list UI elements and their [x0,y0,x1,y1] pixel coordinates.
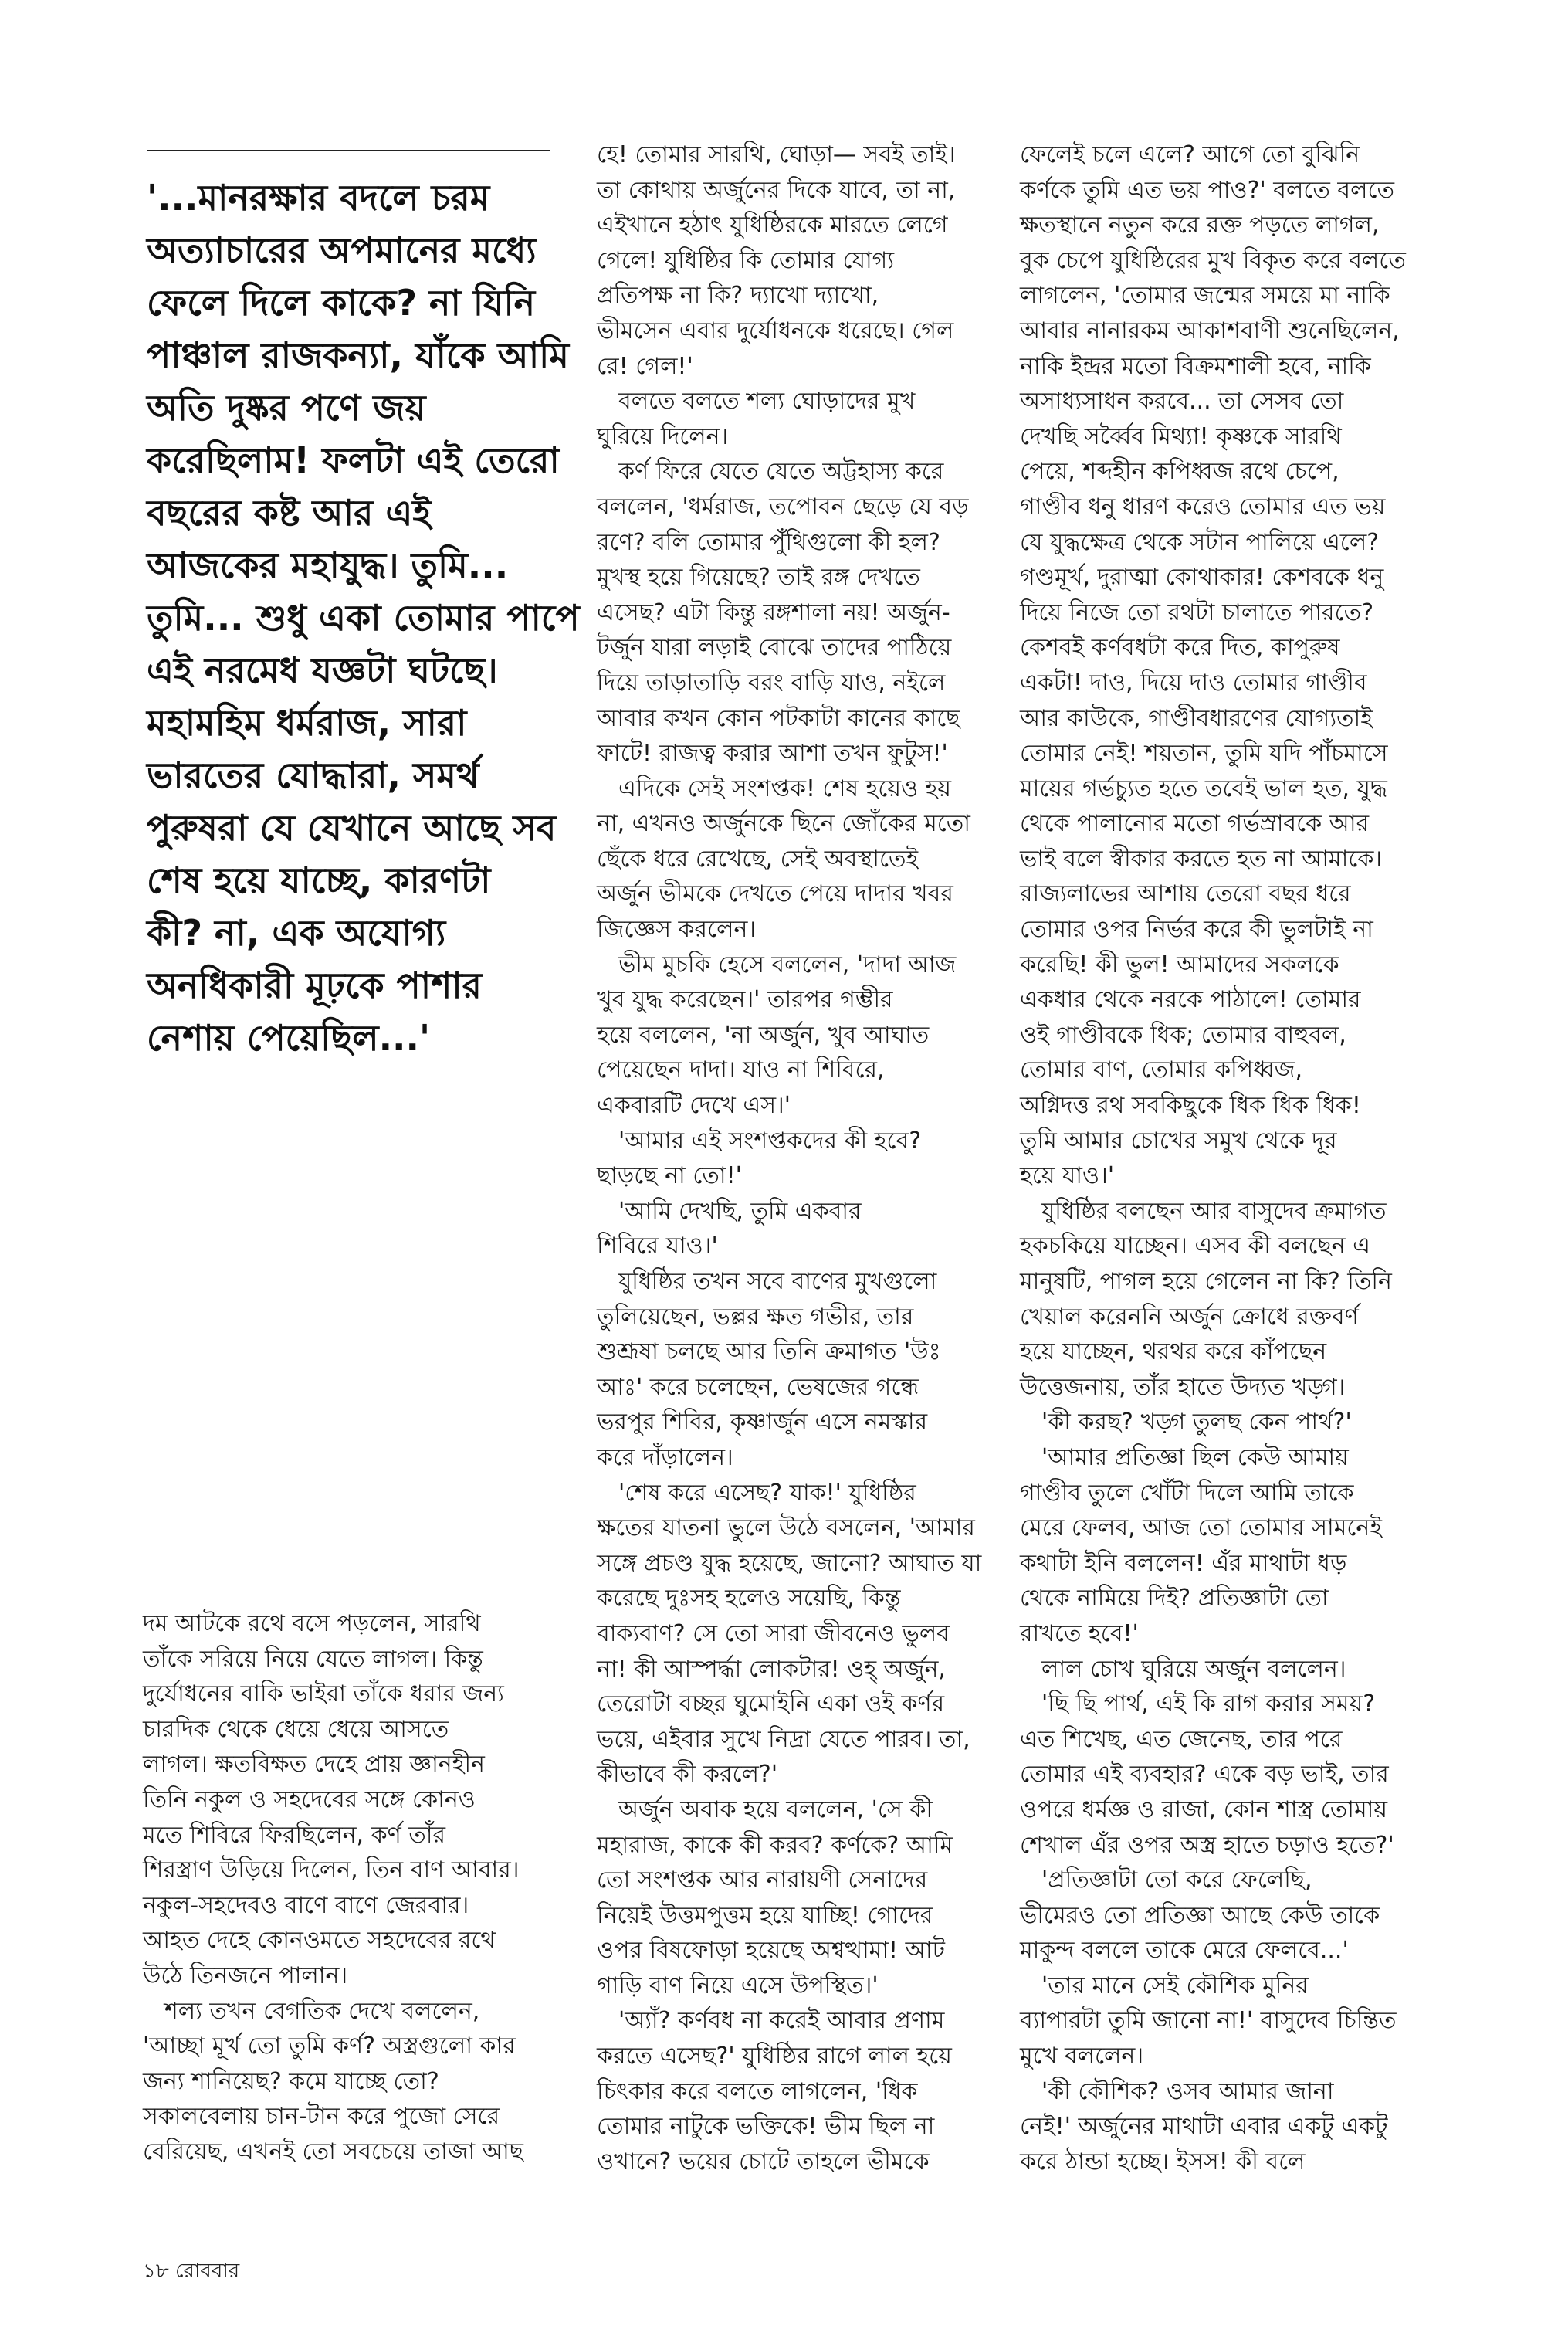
pull-quote-line: অনধিকারী মূঢ়কে পাশার [147,965,482,1006]
text-line: তোমার নাটুকে ভক্তিকে! ভীম ছিল না [597,2113,935,2141]
text-line: গেলে! যুধিষ্ঠির কি তোমার যোগ্য [597,246,895,274]
text-line: দিয়ে নিজে তো রথটা চালাতে পারতে? [1020,598,1374,626]
text-line: শেখাল এঁর ওপর অস্ত্র হাতে চড়াও হতে?' [1020,1831,1394,1859]
text-line: কেশবই কর্ণবধটা করে দিত, কাপুরুষ [1020,634,1340,662]
text-line: করে ঠান্ডা হচ্ছে। ইসস! কী বলে [1020,2148,1306,2175]
text-line: শিবিরে যাও।' [597,1233,718,1260]
text-line: তুলিয়েছেন, ভল্লর ক্ষত গভীর, তার [597,1303,914,1331]
text-line: এইখানে হঠাৎ যুধিষ্ঠিরকে মারতে লেগে [597,212,948,239]
text-line: শিরস্ত্রাণ উড়িয়ে দিলেন, তিন বাণ আবার। [143,1856,520,1884]
text-line: বেরিয়েছ, এখনই তো সবচেয়ে তাজা আছ [143,2138,523,2165]
pull-quote-line: আজকের মহাযুদ্ধ। তুমি... [147,544,509,586]
page-number: ১৮ [143,2260,169,2283]
text-line: শল্য তখন বেগতিক দেখে বললেন, [164,1997,480,2025]
paragraph [1020,1652,1452,1687]
text-line: তেরোটা বচ্ছর ঘুমোইনি একা ওই কর্ণর [597,1690,945,1718]
pull-quote-line: অত্যাচারের অপমানের মধ্যে [147,229,537,271]
text-line: পেয়ে, শব্দহীন কপিধ্বজ রথে চেপে, [1020,458,1339,486]
text-line: রাজ্যলাভের আশায় তেরো বছর ধরে [1020,880,1351,908]
pull-quote [147,171,579,1064]
paragraph [597,2003,1002,2179]
text-line: আর কাউকে, গাণ্ডীবধারণের যোগ্যতাই [1020,704,1373,732]
pull-quote-line: ফেলে দিলে কাকে? না যিনি [147,282,536,324]
text-line: ওপরে ধর্মজ্ঞ ও রাজা, কোন শাস্ত্র তোমায় [1020,1795,1388,1823]
pull-quote-line: মহামহিম ধর্মরাজ, সারা [147,702,467,744]
pull-quote-line: পাঞ্চাল রাজকন্যা, যাঁকে আমি [147,334,569,376]
text-line: প্রতিপক্ষ না কি? দ্যাখো দ্যাখো, [597,282,879,310]
text-line: 'কী করছ? খড়্গ তুলছ কেন পার্থ?' [1041,1409,1352,1436]
text-line: খুব যুদ্ধ করেছেন।' তারপর গম্ভীর [597,986,893,1014]
text-line: 'অ্যাঁ? কর্ণবধ না করেই আবার প্রণাম [618,2007,945,2035]
text-line: দিয়ে তাড়াতাড়ি বরং বাড়ি যাও, নইলে [597,669,946,697]
text-line: তা কোথায় অর্জুনের দিকে যাবে, তা না, [597,176,956,204]
text-line: যুধিষ্ঠির তখন সবে বাণের মুখগুলো [618,1268,937,1295]
text-line: না! কী আস্পর্দ্ধা লোকটার! ওহ্ অর্জুন, [597,1655,946,1683]
pull-quote-line: করেছিলাম! ফলটা এই তেরো [147,439,560,481]
text-line: দম আটকে রথে বসে পড়লেন, সারথি [143,1610,481,1637]
text-line: তুমি আমার চোখের সমুখ থেকে দূর [1020,1127,1337,1155]
text-line: গাণ্ডীব ধনু ধারণ করেও তোমার এত ভয় [1020,493,1386,520]
text-line: চিৎকার করে বলতে লাগলেন, 'ধিক [597,2077,918,2105]
text-line: হে! তোমার সারথি, ঘোড়া— সবই তাই। [597,141,956,168]
paragraph [1020,1440,1452,1652]
text-line: একবারটি দেখে এস।' [597,1092,791,1120]
paragraph [1020,1405,1452,1440]
text-line: 'ছি ছি পার্থ, এই কি রাগ করার সময়? [1041,1690,1376,1718]
text-line: এদিকে সেই সংশপ্তক! শেষ হয়েও হয় [618,775,952,802]
text-line: বলতে বলতে শল্য ঘোড়াদের মুখ [618,388,916,415]
text-line: ক্ষতস্থানে নতুন করে রক্ত পড়তে লাগল, [1020,212,1380,239]
text-line: পেয়েছেন দাদা। যাও না শিবিরে, [597,1056,885,1084]
text-line: ভরপুর শিবির, কৃষ্ণার্জুন এসে নমস্কার [597,1409,928,1436]
text-line: হয়ে বললেন, 'না অর্জুন, খুব আঘাত [597,1021,930,1049]
text-line: ওই গাণ্ডীবকে ধিক; তোমার বাহুবল, [1020,1021,1346,1049]
text-line: মায়ের গর্ভচ্যুত হতে তবেই ভাল হত, যুদ্ধ [1020,775,1387,802]
text-line: কর্ণ ফিরে যেতে যেতে অট্টহাস্য করে [618,458,944,486]
text-line: কীভাবে কী করলে?' [597,1761,778,1789]
pull-quote-line: নেশায় পেয়েছিল...' [147,1017,431,1059]
text-line: উত্তেজনায়, তাঁর হাতে উদ্যত খড়্গ। [1020,1373,1346,1401]
text-line: করেছে দুঃসহ হলেও সয়েছি, কিন্তু [597,1585,901,1612]
text-line: অর্জুন অবাক হয়ে বললেন, 'সে কী [618,1795,933,1823]
paragraph [597,137,1002,384]
text-line: ভয়ে, এইবার সুখে নিদ্রা যেতে পারব। তা, [597,1725,970,1753]
text-line: করতে এসেছ?' যুধিষ্ঠির রাগে লাল হয়ে [597,2043,952,2070]
text-line: তিনি নকুল ও সহদেবের সঙ্গে কোনও [143,1785,476,1813]
text-line: গাণ্ডীব তুলে খোঁটা দিলে আমি তাকে [1020,1479,1354,1507]
paragraph [1020,2074,1452,2180]
pull-quote-rule [147,150,550,151]
text-line: গাড়ি বাণ নিয়ে এসে উপস্থিত।' [597,1972,879,1999]
column-1-body [143,1606,552,2170]
text-line: তোমার ওপর নির্ভর করে কী ভুলটাই না [1020,916,1373,944]
magazine-name: রোববার [175,2260,240,2283]
text-line: আবার কখন কোন পটকাটা কানের কাছে [597,704,960,732]
paragraph [143,1994,552,2170]
text-line: একটা! দাও, দিয়ে দাও তোমার গাণ্ডীব [1020,669,1367,697]
text-line: ফেলেই চলে এলে? আগে তো বুঝিনি [1020,141,1360,168]
text-line: মানুষটি, পাগল হয়ে গেলেন না কি? তিনি [1020,1268,1392,1295]
text-line: ওখানে? ভয়ের চোটে তাহলে ভীমকে [597,2148,930,2175]
column-3-body [1020,137,1452,2179]
text-line: মুখস্থ হয়ে গিয়েছে? তাই রঙ্গ দেখতে [597,564,920,592]
text-line: অসাধ্যসাধন করবে... তা সেসব তো [1020,388,1344,415]
pull-quote-line: কী? না, এক অযোগ্য [147,912,446,954]
text-line: ভীমেরও তো প্রতিজ্ঞা আছে কেউ তাকে [1020,1901,1380,1929]
paragraph [597,1194,1002,1264]
text-line: দুর্যোধনের বাকি ভাইরা তাঁকে ধরার জন্য [143,1680,504,1708]
text-line: এসেছ? এটা কিন্তু রঙ্গশালা নয়! অর্জুন- [597,598,950,626]
pull-quote-line: তুমি... শুধু একা তোমার পাপে [147,597,580,639]
text-line: লাগল। ক্ষতবিক্ষত দেহে প্রায় জ্ঞানহীন [143,1751,485,1778]
text-line: ঘুরিয়ে দিলেন। [597,422,729,450]
pull-quote-line: অতি দুষ্কর পণে জয় [147,387,426,429]
paragraph [1020,1687,1452,1863]
text-line: যুধিষ্ঠির বলছেন আর বাসুদেব ক্রমাগত [1041,1197,1387,1225]
text-line: চারদিক থেকে ধেয়ে ধেয়ে আসতে [143,1715,449,1743]
text-line: কর্ণকে তুমি এত ভয় পাও?' বলতে বলতে [1020,176,1395,204]
paragraph [143,1606,552,1994]
text-line: ভাই বলে স্বীকার করতে হত না আমাকে। [1020,845,1383,873]
text-line: মহারাজ, কাকে কী করব? কর্ণকে? আমি [597,1831,953,1859]
text-line: অর্জুন ভীমকে দেখতে পেয়ে দাদার খবর [597,880,953,908]
text-line: লাল চোখ ঘুরিয়ে অর্জুন বললেন। [1041,1655,1346,1683]
text-line: ছাড়ছে না তো!' [597,1162,742,1190]
text-line: বাক্যবাণ? সে তো সারা জীবনেও ভুলব [597,1619,950,1647]
text-line: রাখতে হবে!' [1020,1619,1139,1647]
paragraph [597,1792,1002,2004]
text-line: করে দাঁড়ালেন। [597,1443,733,1471]
text-line: অগ্নিদত্ত রথ সবকিছুকে ধিক ধিক ধিক! [1020,1092,1361,1120]
text-line: 'আমার প্রতিজ্ঞা ছিল কেউ আমায় [1041,1443,1349,1471]
text-line: আহত দেহে কোনওমতে সহদেবের রথে [143,1927,496,1955]
text-line: যে যুদ্ধক্ষেত্র থেকে সটান পালিয়ে এলে? [1020,528,1380,556]
text-line: তাঁকে সরিয়ে নিয়ে যেতে লাগল। কিন্তু [143,1645,483,1673]
text-line: আঃ' করে চলেছেন, ভেষজের গন্ধে [597,1373,919,1401]
text-line: তোমার বাণ, তোমার কপিধ্বজ, [1020,1056,1303,1084]
text-line: দেখছি সর্ব্বৈব মিথ্যা! কৃষ্ণকে সারথি [1020,422,1342,450]
paragraph [1020,1863,1452,1968]
pull-quote-line: ভারতের যোদ্ধারা, সমর্থ [147,754,479,796]
text-line: জিজ্ঞেস করলেন। [597,916,757,944]
text-line: সকালবেলায় চান-টান করে পুজো সেরে [143,2103,500,2131]
paragraph [597,384,1002,454]
text-line: জন্য শানিয়েছ? কমে যাচ্ছে তো? [143,2067,439,2095]
text-line: খেয়াল করেননি অর্জুন ক্রোধে রক্তবর্ণ [1020,1303,1359,1331]
text-line: 'শেষ করে এসেছ? যাক!' যুধিষ্ঠির [618,1479,916,1507]
paragraph [1020,1968,1452,2074]
text-line: গণ্ডমূর্খ, দুরাত্মা কোথাকার! কেশবকে ধনু [1020,564,1384,592]
text-line: মতে শিবিরে ফিরছিলেন, কর্ণ তাঁর [143,1821,445,1849]
text-line: তোমার এই ব্যবহার? একে বড় ভাই, তার [1020,1761,1389,1789]
text-line: হয়ে যাও।' [1020,1162,1115,1190]
text-line: ভীম মুচকি হেসে বললেন, 'দাদা আজ [618,951,957,978]
pull-quote-line: শেষ হয়ে যাচ্ছে, কারণটা [147,860,491,901]
text-line: রণে? বলি তোমার পুঁথিগুলো কী হল? [597,528,940,556]
text-line: বুক চেপে যুধিষ্ঠিরের মুখ বিকৃত করে বলতে [1020,246,1406,274]
pull-quote-line: '...মানরক্ষার বদলে চরম [147,177,490,219]
text-line: এত শিখেছ, এত জেনেছ, তার পরে [1020,1725,1343,1753]
text-line: মাকুন্দ বললে তাকে মেরে ফেলবে...' [1020,1937,1349,1965]
text-line: না, এখনও অর্জুনকে ছিনে জোঁকের মতো [597,810,971,838]
pull-quote-line: পুরুষরা যে যেখানে আছে সব [147,807,557,849]
paragraph [597,1476,1002,1792]
text-line: নাকি ইন্দ্রর মতো বিক্রমশালী হবে, নাকি [1020,352,1371,380]
text-line: মুখে বললেন। [1020,2043,1144,2070]
text-line: রে! গেল!' [597,352,693,380]
text-line: হকচকিয়ে যাচ্ছেন। এসব কী বলছেন এ [1020,1233,1370,1260]
text-line: নিয়েই উত্তমপুত্তম হয়ে যাচ্ছি! গোদের [597,1901,933,1929]
text-line: ওপর বিষফোড়া হয়েছে অশ্বত্থামা! আট [597,1937,945,1965]
text-line: 'কী কৌশিক? ওসব আমার জানা [1041,2077,1334,2105]
text-line: সঙ্গে প্রচণ্ড যুদ্ধ হয়েছে, জানো? আঘাত যা [597,1549,982,1577]
text-line: নকুল-সহদেবও বাণে বাণে জেরবার। [143,1891,469,1919]
paragraph [597,454,1002,771]
text-line: শুশ্রূষা চলছে আর তিনি ক্রমাগত 'উঃ [597,1338,941,1366]
text-line: ভীমসেন এবার দুর্যোধনকে ধরেছে। গেল [597,317,954,344]
text-line: 'প্রতিজ্ঞাটা তো করে ফেলেছি, [1041,1867,1312,1894]
paragraph [597,1264,1002,1476]
text-line: টর্জুন যারা লড়াই বোঝে তাদের পাঠিয়ে [597,634,952,662]
text-line: করেছি! কী ভুল! আমাদের সকলকে [1020,951,1339,978]
text-line: উঠে তিনজনে পালান। [143,1962,348,1989]
paragraph [1020,1194,1452,1405]
paragraph [597,771,1002,948]
text-line: একধার থেকে নরকে পাঠালে! তোমার [1020,986,1361,1014]
pull-quote-line: বছরের কষ্ট আর এই [147,492,432,534]
text-line: ছেঁকে ধরে রেখেছে, সেই অবস্থাতেই [597,845,919,873]
text-line: ক্ষতের যাতনা ভুলে উঠে বসলেন, 'আমার [597,1514,975,1542]
text-line: বললেন, 'ধর্মরাজ, তপোবন ছেড়ে যে বড় [597,493,969,520]
text-line: 'আমার এই সংশপ্তকদের কী হবে? [618,1127,922,1155]
text-line: আবার নানারকম আকাশবাণী শুনেছিলেন, [1020,317,1400,344]
text-line: থেকে নামিয়ে দিই? প্রতিজ্ঞাটা তো [1020,1585,1329,1612]
paragraph [597,948,1002,1124]
column-2-body [597,137,1002,2179]
text-line: তোমার নেই! শয়তান, তুমি যদি পাঁচমাসে [1020,740,1388,768]
text-line: ব্যাপারটা তুমি জানো না!' বাসুদেব চিন্তিত [1020,2007,1397,2035]
text-line: থেকে পালানোর মতো গর্ভস্রাবকে আর [1020,810,1370,838]
text-line: লাগলেন, 'তোমার জন্মের সময়ে মা নাকি [1020,282,1390,310]
page-footer [143,2255,239,2289]
pull-quote-line: এই নরমেধ যজ্ঞটা ঘটছে। [147,649,498,691]
text-line: 'আমি দেখছি, তুমি একবার [618,1197,862,1225]
paragraph [1020,137,1452,1194]
text-line: কথাটা ইনি বললেন! এঁর মাথাটা ধড় [1020,1549,1347,1577]
text-line: ফাটে! রাজত্ব করার আশা তখন ফুটুস!' [597,740,948,768]
paragraph [597,1124,1002,1194]
text-line: নেই!' অর্জুনের মাথাটা এবার একটু একটু [1020,2113,1388,2141]
text-line: 'আচ্ছা মূর্খ তো তুমি কর্ণ? অস্ত্রগুলো কার [143,2033,516,2060]
text-line: 'তার মানে সেই কৌশিক মুনির [1041,1972,1309,1999]
text-line: তো সংশপ্তক আর নারায়ণী সেনাদের [597,1867,928,1894]
text-line: মেরে ফেলব, আজ তো তোমার সামনেই [1020,1514,1382,1542]
text-line: হয়ে যাচ্ছেন, থরথর করে কাঁপছেন [1020,1338,1327,1366]
